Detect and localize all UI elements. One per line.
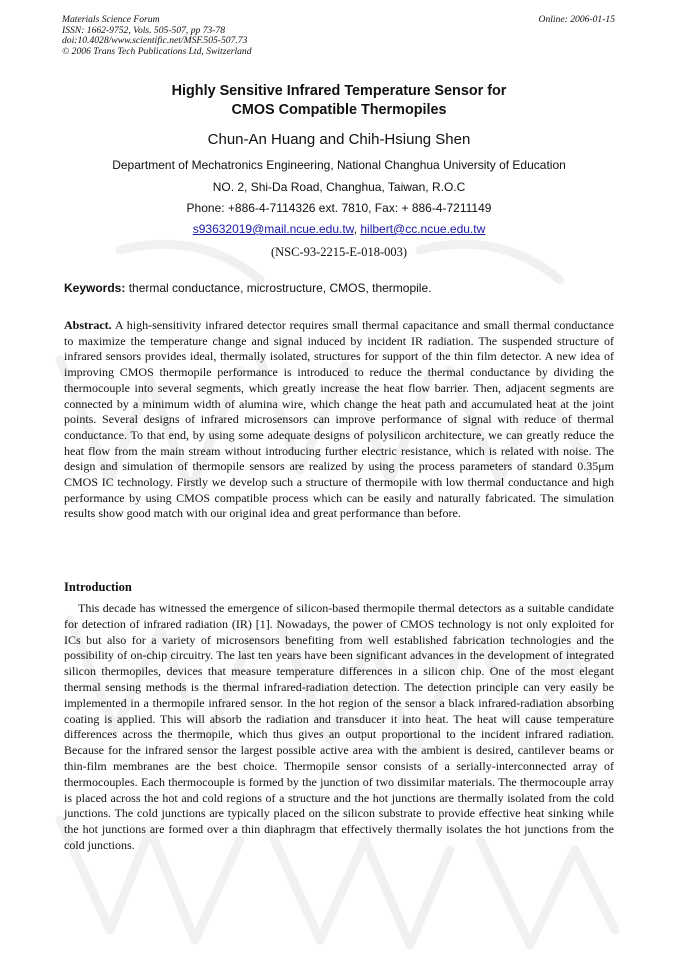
- abstract-paragraph: [64, 318, 614, 522]
- doi-line: doi:10.4028/www.scientific.net/MSF.505-507.73: [62, 35, 248, 47]
- title-line-2: CMOS Compatible Thermopiles: [231, 102, 447, 118]
- keywords-text: thermal conductance, microstructure, CMOS, thermopile.: [125, 281, 432, 295]
- author-list: Chun-An Huang and Chih-Hsiung Shen: [207, 131, 471, 148]
- keywords-label: Keywords:: [64, 281, 126, 295]
- introduction-paragraph: This decade has witnessed the emergence of silicon-based thermopile thermal detectors as a suitable candidate for detection of infrared radiation (IR) [1]. Nowadays, the power of CMOS technology is not only exploited for ICs but also for a variety of microsensors benefiting from well established fabrication technologies and the possibility of on-chip circuitry. The last ten years have been significant advances in the development of integrated silicon thermopiles, devices that measure temperature differences in a silicon chip. One of the most elegant thermal sensing methods is the thermal infrared-radiation detection. The detection principle can very easily be implemented in a thermopile infrared sensor. In the hot region of the sensor a black infrared-radiation absorbing coating is applied. This will absorb the radiation and transducer it into heat. The heat will cause temperature differences across the thermopile, which thus gives an output proportional to the incident infrared radiation. Because for the infrared sensor the largest possible active area with the ambient is desired, cantilever beams or thin-film membranes are the best choice. Thermopile sensor consists of a serially-interconnected array of thermocouples. Each thermocouple is formed by the junction of two dissimilar materials. The thermocouple array is placed across the hot and cold regions of a structure and the hot junctions are thermally isolated from the cold junctions. The cold junctions are typically placed on the silicon substrate to provide effective heat sinking while the hot junctions are formed over a thin diaphragm that effectively thermally isolates the hot junctions from the cold junctions.: [64, 601, 614, 852]
- journal-name: Materials Science Forum: [62, 14, 160, 25]
- issn-line: ISSN: 1662-9752, Vols. 505-507, pp 73-78: [62, 24, 226, 36]
- paper-title: [0, 82, 678, 120]
- email-link-1[interactable]: s93632019@mail.ncue.edu.tw: [192, 222, 354, 236]
- title-line-1: Highly Sensitive Infrared Temperature Sensor for: [171, 83, 507, 99]
- affiliation: Department of Mechatronics Engineering, National Changhua University of Education: [112, 158, 566, 172]
- journal-header: [62, 15, 252, 57]
- section-heading-introduction: Introduction: [64, 580, 132, 594]
- email-line: [0, 221, 678, 237]
- email-link-2[interactable]: hilbert@cc.ncue.edu.tw: [360, 222, 486, 236]
- abstract-text: A high-sensitivity infrared detector requires small thermal capacitance and small thermal conductance to maximize the temperature change and signal induced by incident IR radiation. The suspended structure of infrared sensors provides ideal, thermally isolated, structures for support of the thin film detector. A new idea of improving CMOS thermopile performance is introduced to reduce the thermal conductance by dividing the thermocouple into several segments, which greatly increase the heat flow barrier. Then, adjacent segments are connected by a minimum width of alumina wire, which change the heat path and accumulated heat at the joint points. Several designs of infrared microsensors can improve performance of signal with reduce of thermal conductance. To that end, by using some adequate designs of polysilicon architecture, we can greatly reduce the heat flow from the main stream without introducing further electric resistance, which is related with noise. The design and simulation of thermopile sensors are realized by using the process parameters of standard 0.35μm CMOS IC technology. Firstly we develop such a structure of thermopile with low thermal conductance and high performance by using CMOS compatible process which can be easily and naturally fabricated. The simulation results show good match with our original idea and great performance than before.: [64, 318, 614, 521]
- phone-fax: Phone: +886-4-7114326 ext. 7810, Fax: + 886-4-7211149: [186, 201, 492, 215]
- copyright-line: © 2006 Trans Tech Publications Ltd, Switzerland: [62, 45, 252, 57]
- grant-number: (NSC-93-2215-E-018-003): [270, 245, 408, 259]
- address: NO. 2, Shi-Da Road, Changhua, Taiwan, R.O.C: [212, 180, 466, 194]
- abstract-label: Abstract.: [64, 318, 112, 332]
- email-separator: ,: [353, 222, 361, 236]
- online-date: Online: 2006-01-15: [538, 14, 615, 25]
- keywords-line: [64, 280, 624, 296]
